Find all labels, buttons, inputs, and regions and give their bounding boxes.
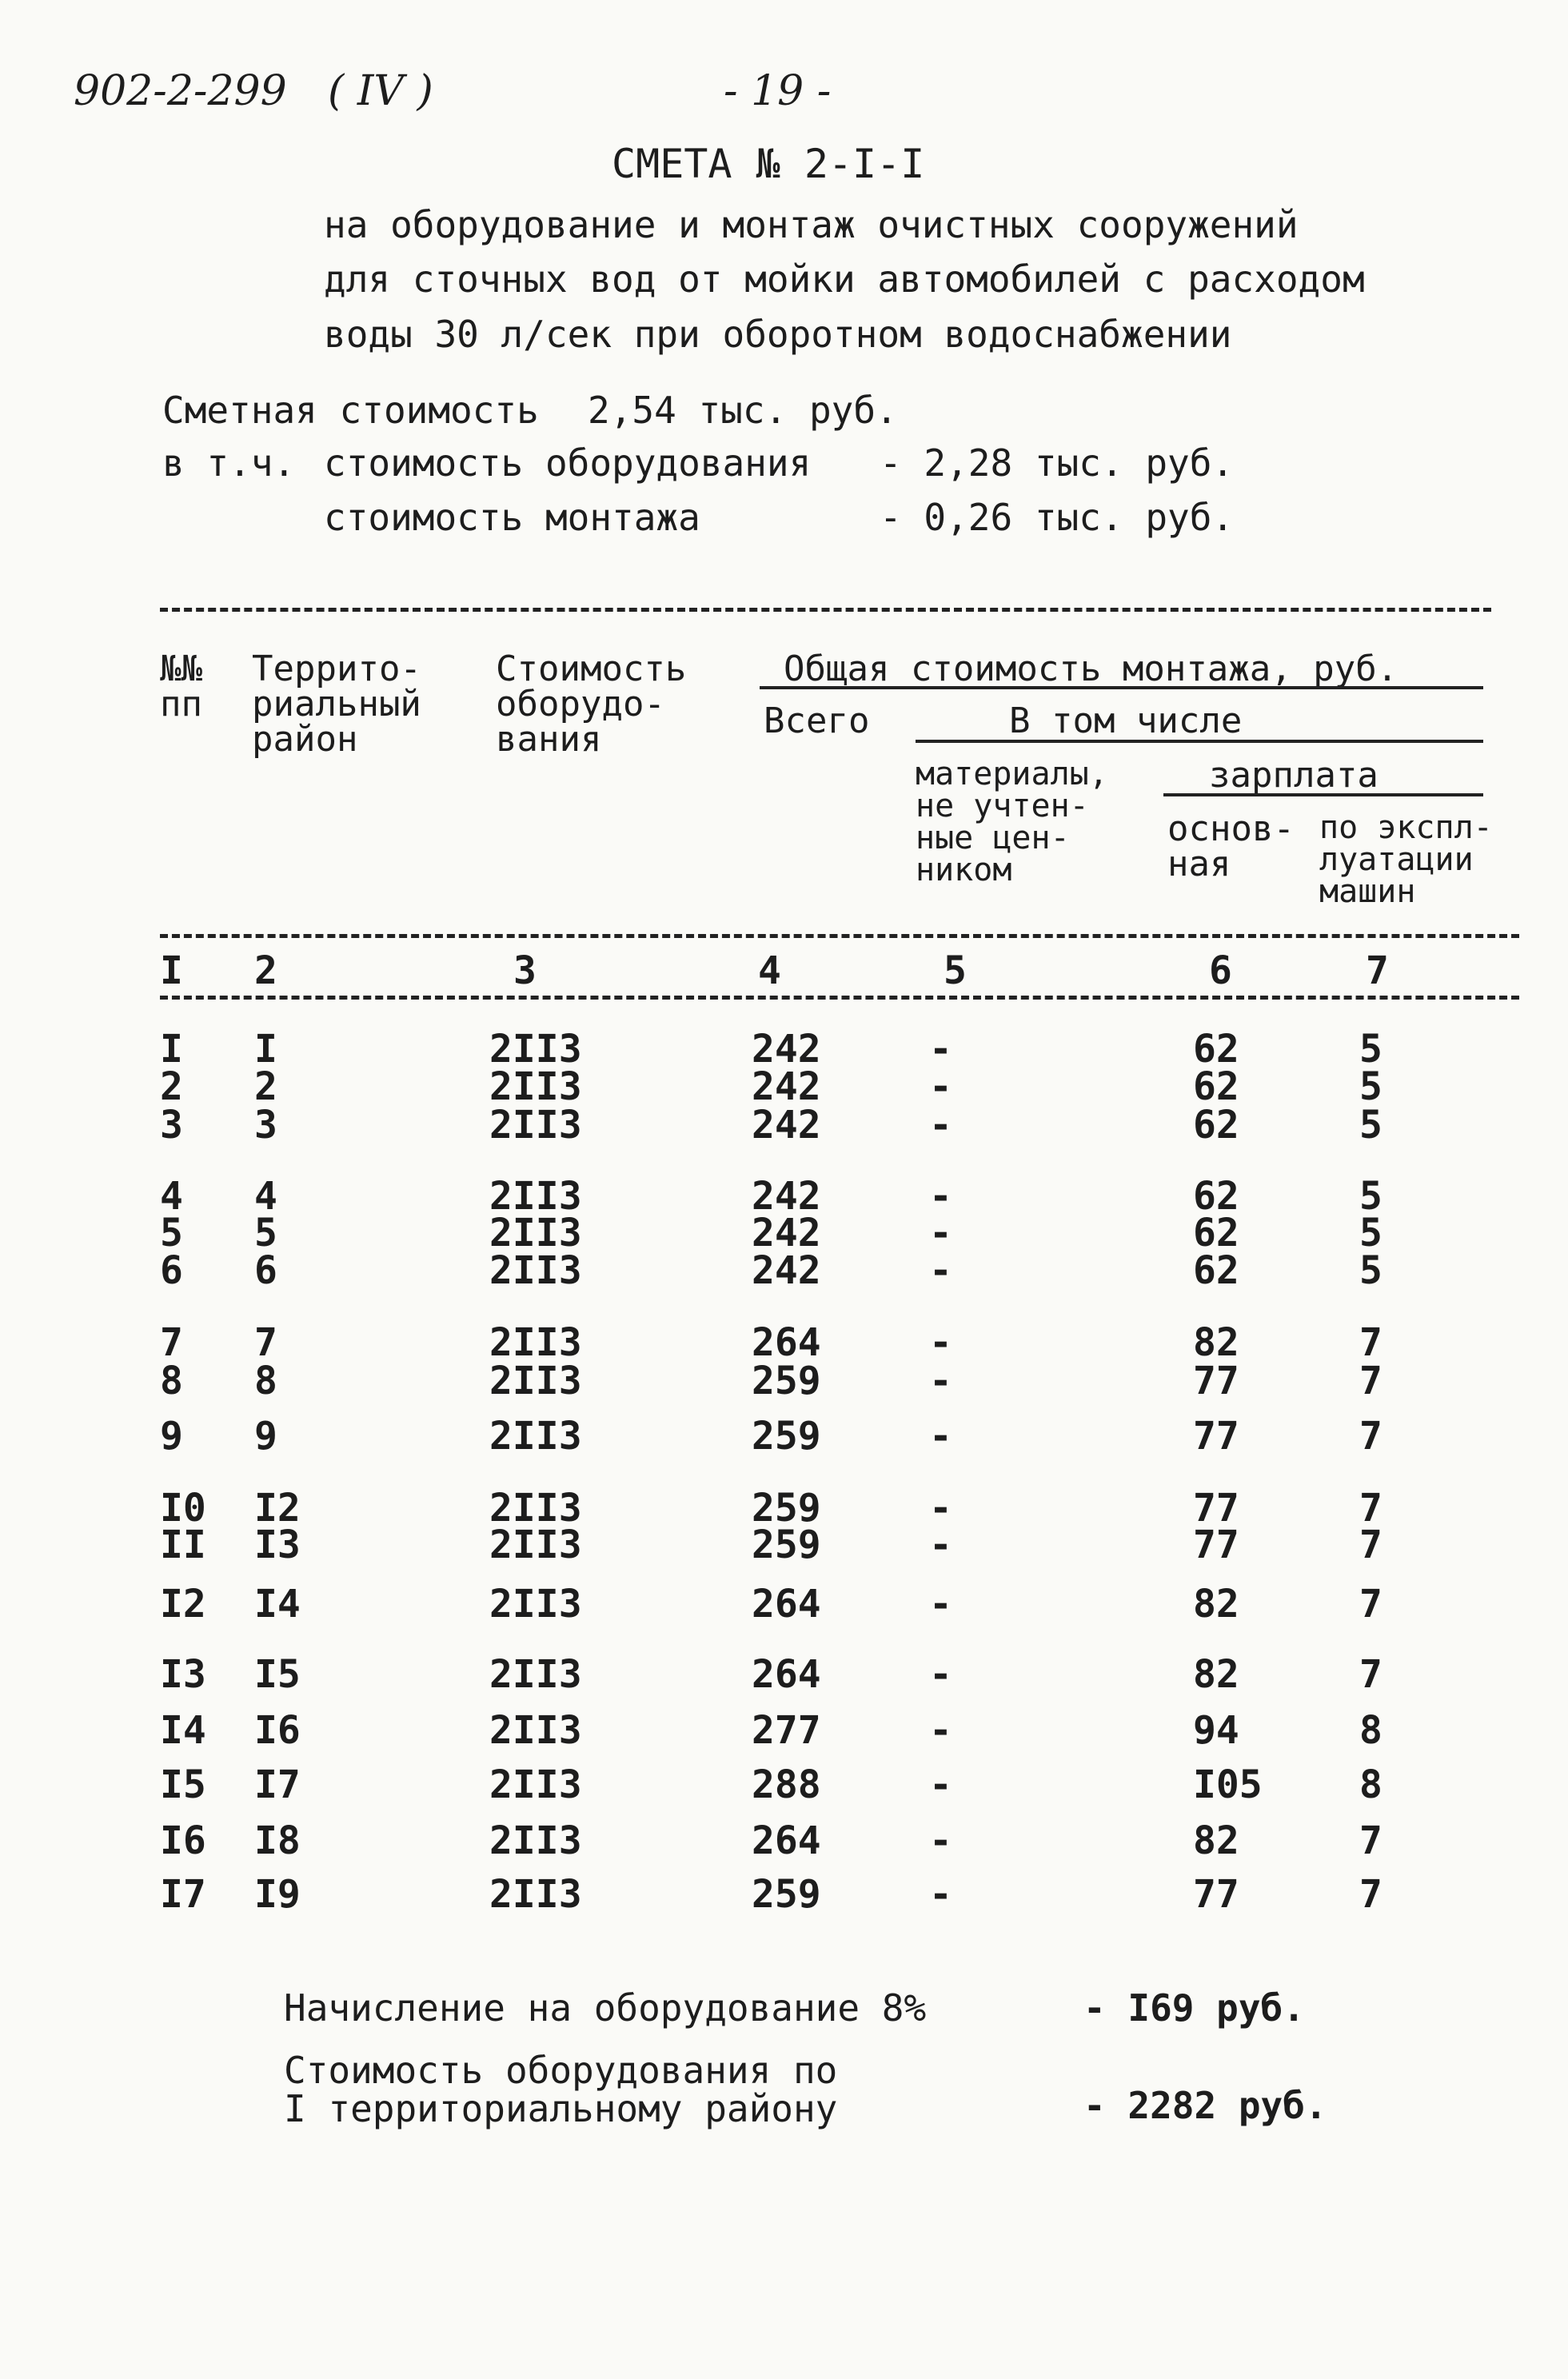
cell-row-number: I7 [160, 1872, 206, 1917]
page-number: - 19 - [724, 67, 832, 115]
cell-machine-wages: 7 [1359, 1818, 1382, 1863]
summary-total-value: 2,54 тыс. руб. [588, 389, 898, 432]
header-total-mounting-cost: Общая стоимость монтажа, руб. [784, 649, 1398, 689]
cell-basic-wages: 62 [1193, 1103, 1239, 1148]
cell-machine-wages: 7 [1359, 1359, 1382, 1403]
cell-district: I3 [254, 1523, 301, 1567]
cell-district: I6 [254, 1708, 301, 1753]
cell-district: I4 [254, 1582, 301, 1627]
cell-equipment-cost: 2II3 [489, 1762, 582, 1807]
cell-total: 242 [752, 1174, 821, 1219]
subtitle-line-1: на оборудование и монтаж очистных сооружений [324, 203, 1299, 246]
header-including-underline [916, 740, 1483, 743]
cell-total: 259 [752, 1359, 821, 1403]
header-machine-wages: по экспл- луатации машин [1319, 809, 1493, 910]
cell-materials: - [929, 1708, 952, 1753]
summary-total-label: Сметная стоимость [162, 389, 539, 432]
cell-machine-wages: 5 [1359, 1174, 1382, 1219]
cell-total: 288 [752, 1762, 821, 1807]
cell-total: 242 [752, 1103, 821, 1148]
cell-materials: - [929, 1359, 952, 1403]
cell-row-number: I2 [160, 1582, 206, 1627]
cell-machine-wages: 5 [1359, 1064, 1382, 1109]
cell-district: 6 [254, 1248, 277, 1293]
header-including: В том числе [1009, 701, 1243, 741]
cell-basic-wages: 77 [1193, 1872, 1239, 1917]
cell-total: 242 [752, 1211, 821, 1255]
cell-equipment-cost: 2II3 [489, 1248, 582, 1293]
column-number-3: 3 [513, 948, 537, 993]
header-wages-underline [1163, 793, 1483, 796]
cell-basic-wages: 77 [1193, 1359, 1239, 1403]
cell-total: 242 [752, 1027, 821, 1072]
cell-district: I2 [254, 1486, 301, 1531]
cell-materials: - [929, 1174, 952, 1219]
cell-row-number: II [160, 1523, 206, 1567]
header-wages: зарплата [1209, 755, 1378, 796]
cell-equipment-cost: 2II3 [489, 1359, 582, 1403]
cell-machine-wages: 8 [1359, 1708, 1382, 1753]
cell-row-number: 4 [160, 1174, 183, 1219]
column-number-2: 2 [254, 948, 277, 993]
cell-materials: - [929, 1064, 952, 1109]
cell-row-number: I3 [160, 1652, 206, 1697]
cell-basic-wages: 94 [1193, 1708, 1239, 1753]
cell-district: 2 [254, 1064, 277, 1109]
cell-basic-wages: 77 [1193, 1414, 1239, 1459]
cell-basic-wages: 62 [1193, 1064, 1239, 1109]
header-basic-wages: основ- ная [1167, 808, 1295, 884]
header-materials: материалы, не учтен- ные цен- ником [916, 756, 1108, 888]
cell-row-number: I0 [160, 1486, 206, 1531]
cell-materials: - [929, 1027, 952, 1072]
cell-total: 259 [752, 1486, 821, 1531]
cell-equipment-cost: 2II3 [489, 1872, 582, 1917]
cell-materials: - [929, 1818, 952, 1863]
cell-machine-wages: 7 [1359, 1320, 1382, 1365]
header-bottom-rule [160, 934, 1519, 938]
summary-mounting-value: - 0,26 тыс. руб. [880, 496, 1235, 539]
cell-row-number: 7 [160, 1320, 183, 1365]
cell-basic-wages: I05 [1193, 1762, 1263, 1807]
cell-row-number: 6 [160, 1248, 183, 1293]
subtitle-line-2: для сточных вод от мойки автомобилей с расходом [324, 257, 1365, 301]
cell-machine-wages: 7 [1359, 1486, 1382, 1531]
cell-total: 242 [752, 1064, 821, 1109]
cell-equipment-cost: 2II3 [489, 1652, 582, 1697]
cell-equipment-cost: 2II3 [489, 1523, 582, 1567]
cell-machine-wages: 7 [1359, 1414, 1382, 1459]
document-title: СМЕТА № 2-I-I [612, 141, 925, 187]
cell-district: 4 [254, 1174, 277, 1219]
cell-materials: - [929, 1248, 952, 1293]
column-number-4: 4 [758, 948, 781, 993]
footer-surcharge-label: Начисление на оборудование 8% [284, 1986, 927, 2030]
cell-equipment-cost: 2II3 [489, 1486, 582, 1531]
column-number-7: 7 [1366, 948, 1389, 993]
cell-machine-wages: 7 [1359, 1582, 1382, 1627]
header-territorial-district: Террито- риальный район [252, 649, 421, 760]
cell-machine-wages: 5 [1359, 1211, 1382, 1255]
cell-equipment-cost: 2II3 [489, 1582, 582, 1627]
summary-mounting-label: стоимость монтажа [324, 496, 700, 539]
cell-machine-wages: 7 [1359, 1523, 1382, 1567]
cell-total: 259 [752, 1872, 821, 1917]
summary-equipment-label: стоимость оборудования [324, 441, 812, 485]
cell-row-number: 2 [160, 1064, 183, 1109]
cell-row-number: 5 [160, 1211, 183, 1255]
cell-basic-wages: 62 [1193, 1248, 1239, 1293]
column-number-5: 5 [944, 948, 967, 993]
cell-equipment-cost: 2II3 [489, 1414, 582, 1459]
header-equipment-cost: Стоимость оборудо- вания [496, 649, 687, 760]
cell-equipment-cost: 2II3 [489, 1211, 582, 1255]
footer-surcharge-value: - I69 руб. [1083, 1986, 1305, 2030]
column-number-rule [160, 996, 1519, 1000]
summary-incl-label: в т.ч. [162, 441, 296, 485]
cell-total: 264 [752, 1582, 821, 1627]
cell-total: 259 [752, 1523, 821, 1567]
cell-equipment-cost: 2II3 [489, 1708, 582, 1753]
cell-row-number: I6 [160, 1818, 206, 1863]
cell-total: 277 [752, 1708, 821, 1753]
cell-machine-wages: 5 [1359, 1103, 1382, 1148]
cell-equipment-cost: 2II3 [489, 1320, 582, 1365]
cell-machine-wages: 5 [1359, 1248, 1382, 1293]
cell-materials: - [929, 1486, 952, 1531]
cell-district: 8 [254, 1359, 277, 1403]
cell-machine-wages: 7 [1359, 1872, 1382, 1917]
cell-basic-wages: 77 [1193, 1486, 1239, 1531]
cell-basic-wages: 82 [1193, 1818, 1239, 1863]
cell-equipment-cost: 2II3 [489, 1027, 582, 1072]
header-row-number: №№ пп [160, 649, 202, 724]
cell-materials: - [929, 1320, 952, 1365]
document-part: ( IV ) [328, 67, 433, 115]
cell-total: 264 [752, 1818, 821, 1863]
cell-materials: - [929, 1762, 952, 1807]
cell-materials: - [929, 1211, 952, 1255]
cell-district: I7 [254, 1762, 301, 1807]
cell-basic-wages: 82 [1193, 1582, 1239, 1627]
footer-equipment-cost-value: - 2282 руб. [1083, 2084, 1327, 2127]
cell-district: 7 [254, 1320, 277, 1365]
cell-equipment-cost: 2II3 [489, 1174, 582, 1219]
cell-district: I [254, 1027, 277, 1072]
header-total-underline [760, 686, 1483, 689]
cell-district: I9 [254, 1872, 301, 1917]
cell-district: 5 [254, 1211, 277, 1255]
cell-equipment-cost: 2II3 [489, 1064, 582, 1109]
cell-row-number: 3 [160, 1103, 183, 1148]
cell-district: 3 [254, 1103, 277, 1148]
cell-basic-wages: 82 [1193, 1652, 1239, 1697]
cell-row-number: I5 [160, 1762, 206, 1807]
cell-basic-wages: 62 [1193, 1211, 1239, 1255]
cell-equipment-cost: 2II3 [489, 1818, 582, 1863]
cell-row-number: 9 [160, 1414, 183, 1459]
summary-equipment-value: - 2,28 тыс. руб. [880, 441, 1235, 485]
cell-machine-wages: 7 [1359, 1652, 1382, 1697]
cell-district: I5 [254, 1652, 301, 1697]
cell-machine-wages: 5 [1359, 1027, 1382, 1072]
cell-materials: - [929, 1414, 952, 1459]
cell-materials: - [929, 1872, 952, 1917]
cell-row-number: I4 [160, 1708, 206, 1753]
cell-materials: - [929, 1652, 952, 1697]
cell-total: 242 [752, 1248, 821, 1293]
cell-equipment-cost: 2II3 [489, 1103, 582, 1148]
cell-materials: - [929, 1582, 952, 1627]
column-number-6: 6 [1209, 948, 1232, 993]
footer-equipment-cost-label: Стоимость оборудования по I территориальному району [284, 2049, 838, 2131]
cell-basic-wages: 62 [1193, 1027, 1239, 1072]
document-code: 902-2-299 [74, 67, 287, 115]
cell-district: I8 [254, 1818, 301, 1863]
cell-basic-wages: 62 [1193, 1174, 1239, 1219]
cell-materials: - [929, 1523, 952, 1567]
cell-materials: - [929, 1103, 952, 1148]
table-top-rule [160, 608, 1491, 612]
cell-district: 9 [254, 1414, 277, 1459]
subtitle-line-3: воды 30 л/сек при оборотном водоснабжении [324, 313, 1232, 356]
cell-row-number: I [160, 1027, 183, 1072]
cell-total: 259 [752, 1414, 821, 1459]
cell-basic-wages: 77 [1193, 1523, 1239, 1567]
cell-row-number: 8 [160, 1359, 183, 1403]
cell-basic-wages: 82 [1193, 1320, 1239, 1365]
column-number-1: I [160, 948, 183, 993]
cell-total: 264 [752, 1652, 821, 1697]
header-total: Всего [764, 701, 870, 741]
cell-machine-wages: 8 [1359, 1762, 1382, 1807]
cell-total: 264 [752, 1320, 821, 1365]
